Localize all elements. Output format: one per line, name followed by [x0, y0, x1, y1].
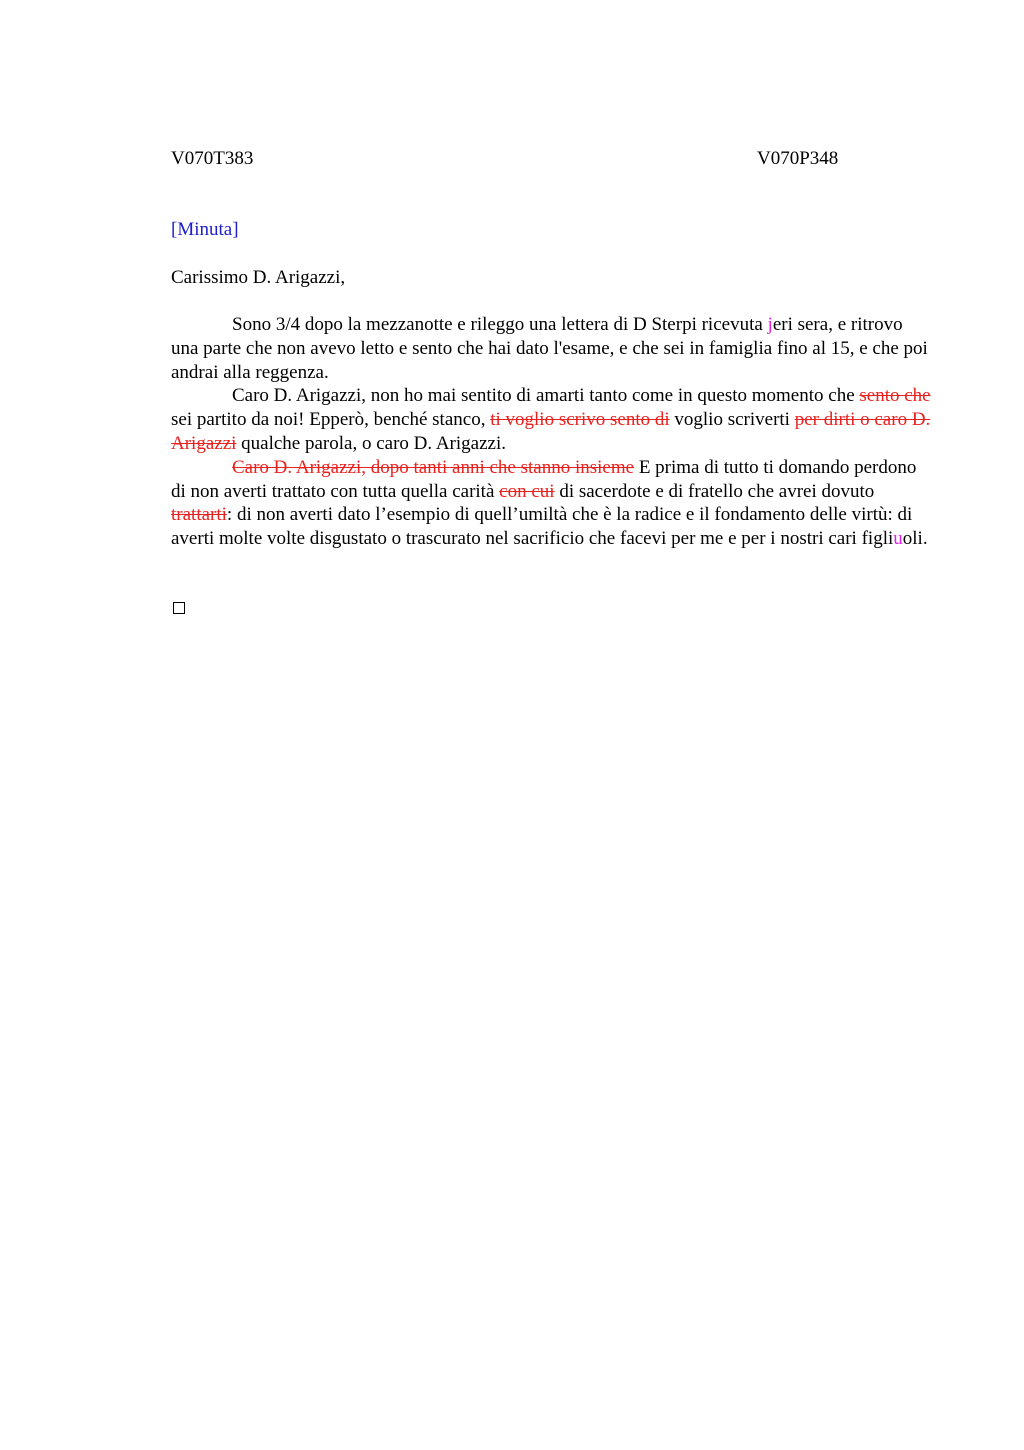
paragraph-2	[171, 384, 931, 455]
salutation: Carissimo D. Arigazzi,	[171, 267, 346, 288]
text-span: voglio scriverti	[669, 409, 795, 431]
text-span: Sono 3/4 dopo la mezzanotte e rileggo una lettera di D Sterpi ricevuta	[232, 314, 768, 335]
deletion: con cui	[499, 480, 555, 502]
text-span: oli.	[902, 528, 928, 550]
document-code-left: V070T383	[171, 148, 254, 169]
empty-square-icon	[173, 602, 185, 614]
deletion: per dirti o caro D. Arigazzi	[171, 409, 931, 454]
insertion: j	[767, 314, 773, 335]
deletion: ti voglio scrivo sento di	[490, 409, 670, 431]
document-code-right: V070P348	[757, 148, 839, 169]
letter-body	[171, 313, 931, 551]
minuta-label: [Minuta]	[171, 219, 239, 240]
deletion: Caro D. Arigazzi, dopo tanti anni che stanno insieme	[232, 456, 635, 478]
text-span: sei partito da noi! Epperò, benché stanco,	[171, 409, 491, 431]
paragraph-1	[171, 313, 931, 384]
text-span: Caro D. Arigazzi, non ho mai sentito di amarti tanto come in questo momento che	[232, 385, 860, 407]
deletion: trattarti	[171, 504, 227, 526]
text-span: : di non averti dato l’esempio di quell’umiltà che è la radice e il fondamento delle virtù: di averti molte volte disgustato o trascurato nel sacrificio che facevi per me e per i nostri cari figli	[171, 504, 913, 550]
paragraph-3	[171, 456, 931, 551]
text-span: di sacerdote e di fratello che avrei dovuto	[554, 480, 875, 502]
text-span: qualche parola, o caro D. Arigazzi.	[236, 432, 506, 454]
text-span: eri sera, e ritrovo una parte che non avevo letto e sento che hai dato l'esame, e che sei in famiglia fino al 15, e che poi andrai alla reggenza.	[171, 314, 928, 383]
text-span: E prima di tutto ti domando perdono di non averti trattato con tutta quella carità	[171, 456, 917, 502]
insertion: u	[893, 528, 903, 550]
deletion: sento che	[859, 385, 931, 407]
